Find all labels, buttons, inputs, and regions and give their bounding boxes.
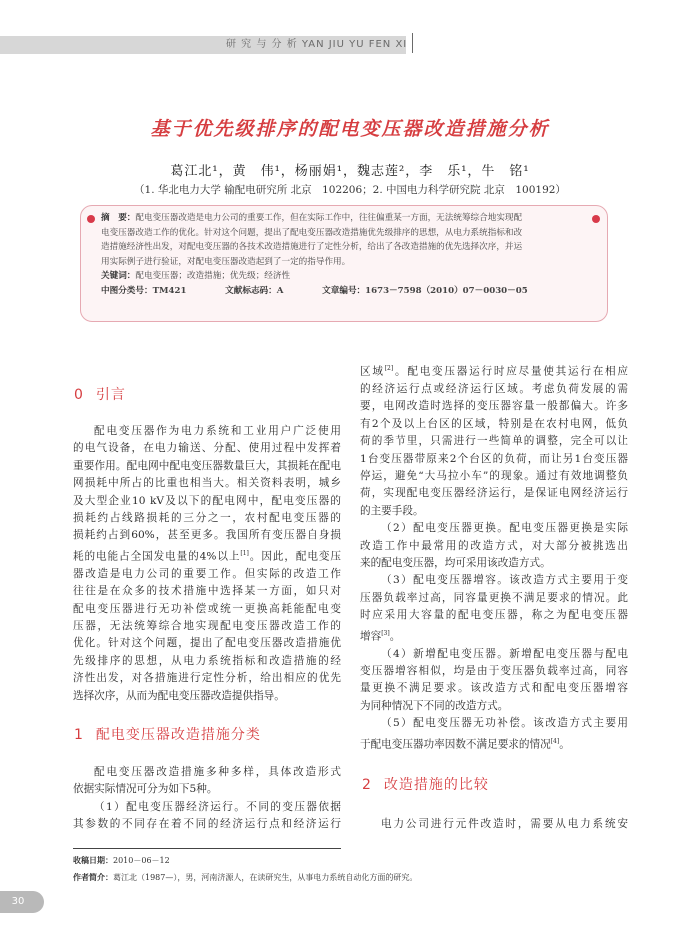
section-heading-classification: 1 配电变压器改造措施分类 — [74, 727, 261, 743]
body-line: 损耗约占到60%，甚至更多。我国所有变压器自身损 — [73, 529, 341, 542]
body-line: 及大型企业10 kV及以下的配电网中，配电变压器的 — [73, 494, 341, 507]
paper-title: 基于优先级排序的配电变压器改造措施分析 — [150, 118, 550, 140]
body-line: 增容[3]。 — [360, 629, 401, 643]
body-line: 配电变压器进行无功补偿或统一更换高耗能配电变 — [73, 602, 341, 615]
body-line: 变压器增容相似，均是由于变压器负载率过高，同容 — [360, 664, 628, 677]
abstract-line: 电变压器改造工作的优化。针对这个问题，提出了配电变压器改造措施优先级排序的思想，从电力系统指标和改 — [101, 227, 523, 238]
citation: [3] — [381, 629, 390, 637]
citation: [2] — [384, 365, 394, 372]
body-line: 停运，避免“大马拉小车”的现象。通过有效地调整负 — [360, 469, 628, 482]
article-no: 1673－7598（2010）07－0030－05 — [365, 285, 528, 296]
body-line: 网损耗中所占的比重也相当大。相关资料表明，城乡 — [73, 477, 341, 490]
body-line: 区域[2]。配电变压器运行时应尽量使其运行在相应 — [360, 365, 629, 378]
article-no-label: 文章编号： — [322, 285, 366, 296]
body-line: 量更换不满足要求。该改造方式和配电变压器增容 — [360, 682, 628, 695]
citation: [1] — [240, 549, 249, 557]
citation: [4] — [550, 737, 560, 745]
clc-label: 中图分类号： — [101, 285, 153, 296]
body-line: 压器负载率过高，同容量更换不满足要求的情况。此 — [360, 591, 628, 604]
body-line: 器改造是电力公司的重要工作。但实际的改造工作 — [73, 567, 341, 580]
body-line: 依据实际情况可分为如下5种。 — [73, 783, 218, 796]
body-line: 配电变压器作为电力系统和工业用户广泛使用 — [94, 425, 341, 437]
author-bio: 作者简介：葛江北（1987—），男，河南济源人，在读研究生，从事电力系统自动化方面的研究。 — [73, 872, 418, 882]
footnote-rule — [73, 848, 341, 849]
right-column — [360, 360, 628, 754]
body-line: 有2个及以上台区的区域，特别是在农村电网，低负 — [360, 417, 628, 430]
body-line: 为同种情况下不同的改造方式。 — [360, 699, 509, 712]
body-line: （1）配电变压器经济运行。不同的变压器依据 — [94, 800, 341, 813]
body-line: 荷的季节里，只需进行一些简单的调整，完全可以让 — [360, 435, 628, 448]
body-line: 的主要手段。 — [360, 504, 424, 517]
body-line: 往往是在众多的技术措施中选择某一方面，如只对 — [73, 585, 341, 598]
keywords: 配电变压器；改造措施；优先级；经济性 — [135, 271, 291, 282]
body-line: 来的配电变压器，均可采用该改造方式。 — [360, 557, 551, 569]
body-line: 电力公司进行元件改造时，需要从电力系统安 — [381, 818, 628, 830]
author-list: 葛江北¹，黄 伟¹，杨丽娟¹，魏志莲²，李 乐¹，牛 铭¹ — [170, 164, 530, 179]
right-column-sec2 — [360, 816, 628, 833]
body-line: 重要作用。配电网中配电变压器数量巨大，其损耗在配电 — [73, 459, 341, 472]
doc-code-label: 文献标志码： — [225, 285, 277, 296]
affiliation: （1. 华北电力大学 输配电研究所 北京 102206；2. 中国电力科学研究院 北京 100192） — [134, 184, 566, 196]
body-line: 压器，无法统筹综合地实现配电变压器改造工作的 — [73, 620, 341, 632]
body-line: 选择次序，从而为配电变压器改造提供指导。 — [73, 689, 285, 702]
body-line: 其参数的不同存在着不同的经济运行点和经济运行 — [73, 818, 341, 831]
body-line: （2）配电变压器更换。配电变压器更换是实际 — [381, 522, 628, 535]
body-line: 损耗约占线路损耗的三分之一，农村配电变压器的 — [73, 512, 341, 525]
received-date: 收稿日期：2010－06－12 — [73, 855, 170, 865]
body-line: 于配电变压器功率因数不满足要求的情况[4]。 — [360, 737, 570, 751]
section-heading-intro: 0 引言 — [74, 387, 126, 403]
bullet-dot-icon — [87, 215, 95, 223]
header-divider — [412, 33, 413, 53]
body-line: 要，电网改造时选择的变压器容量一般都偏大。许多 — [360, 400, 628, 413]
body-line: 时应采用大容量的配电变压器，称之为配电变压器 — [360, 609, 628, 622]
abstract-line: 用实际例子进行验证，对配电变压器改造起到了一定的指导作用。 — [101, 256, 351, 267]
abstract-text — [101, 211, 595, 299]
abstract-line: 配电变压器改造是电力公司的重要工作，但在实际工作中，往往偏重某一方面，无法统筹综合地实现配 — [135, 213, 523, 223]
body-line: 济性出发，对各措施进行定性分析，给出相应的优先 — [73, 672, 341, 685]
body-line: 优化。针对这个问题，提出了配电变压器改造措施优 — [73, 637, 341, 650]
body-line: （5）配电变压器无功补偿。该改造方式主要用 — [381, 717, 628, 730]
body-line: 改造工作中最常用的改造方式，对大部分被挑选出 — [360, 539, 628, 552]
abstract-line: 造措施经济性出发，对配电变压器的各技术改造措施进行了定性分析，给出了各改造措施的优先选择次序，并运 — [101, 242, 523, 253]
body-line: （4）新增配电变压器。新增配电变压器与配电 — [381, 647, 628, 660]
abstract-box — [80, 205, 608, 322]
left-column-intro — [73, 423, 341, 705]
left-column-sec1 — [73, 764, 341, 834]
body-line: （3）配电变压器增容。该改造方式主要用于变 — [381, 574, 628, 587]
body-line: 配电变压器改造措施多种多样，具体改造形式 — [94, 766, 341, 778]
body-line: 的经济运行点或经济运行区域。考虑负荷发展的需 — [360, 382, 628, 395]
page-number: 30 — [11, 896, 25, 907]
clc-code: TM421 — [152, 285, 187, 296]
running-header: 研 究 与 分 析 YAN JIU YU FEN XI — [226, 39, 408, 50]
body-line: 的电气设备，在电力输送、分配、使用过程中发挥着 — [73, 442, 341, 455]
section-heading-comparison: 2 改造措施的比较 — [362, 777, 489, 793]
body-line: 先级排序的思想，从电力系统指标和改造措施的经 — [73, 654, 341, 667]
body-line: 荷，实现配电变压器经济运行，是保证电网经济运行 — [360, 487, 628, 500]
abstract-label: 摘 要： — [101, 213, 136, 223]
body-line: 耗的电能占全国发电量的4%以上[1]。因此，配电变压 — [73, 549, 341, 563]
keywords-label: 关键词： — [101, 271, 136, 282]
doc-code: A — [276, 285, 284, 296]
body-line: 1台变压器带原来2个台区的负荷，而让另1台变压器 — [360, 452, 628, 465]
